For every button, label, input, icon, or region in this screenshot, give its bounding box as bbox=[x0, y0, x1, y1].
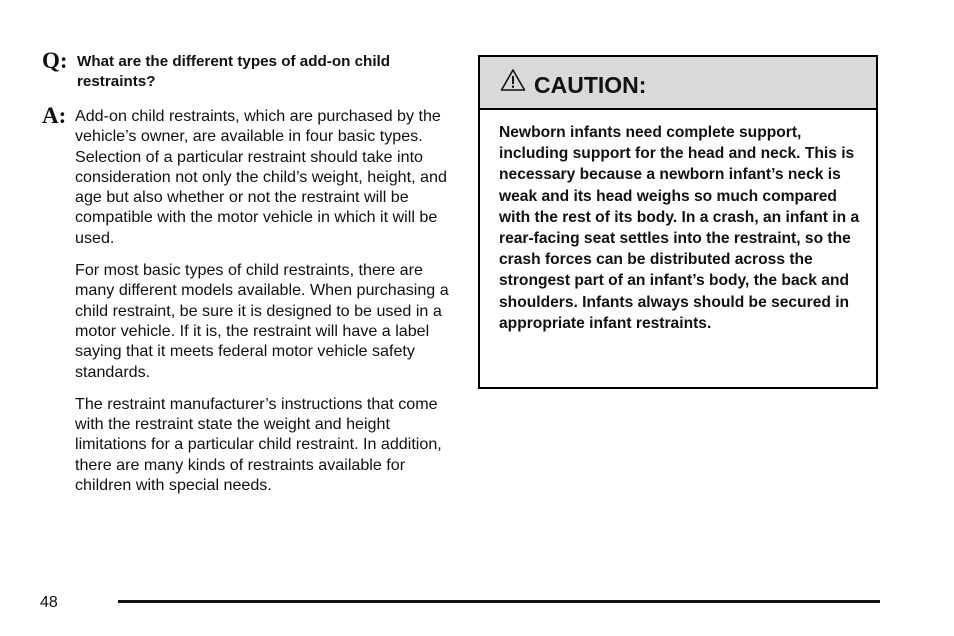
caution-text: Newborn infants need complete support, including support for the head and neck. This is necessary because a newborn infant’s neck is weak and its head weighs so much compared with the rest of its body. In a crash, an infant in a rear-facing seat settles into the restraint, so the crash forces can be distributed across the strongest part of an infant’s body, the back and shoulders. Infants always should be secured in appropriate infant restraints. bbox=[499, 124, 860, 332]
warning-triangle-icon bbox=[500, 68, 526, 92]
caution-title: CAUTION: bbox=[534, 71, 647, 98]
page-number: 48 bbox=[40, 594, 58, 611]
answer-paragraph-1: Add-on child restraints, which are purchased by the vehicle’s owner, are available in four basic types. Selection of a particular restraint should take into consideration not only the child’s weight, height, and age but also whether or not the restraint will be compatible with the motor vehicle in which it will be used. bbox=[75, 107, 447, 247]
question-block bbox=[40, 48, 450, 92]
answer-paragraph-2: For most basic types of child restraints, there are many different models available. When purchasing a child restraint, be sure it is designed to be used in a motor vehicle. If it is, the restraint will have a label saying that it meets federal motor vehicle safety standards. bbox=[75, 261, 449, 381]
answer-block bbox=[40, 103, 450, 495]
footer-rule bbox=[118, 600, 880, 603]
answer-paragraph-3: The restraint manufacturer’s instructions that come with the restraint state the weight and height limitations for a particular child restraint. In addition, there are many kinds of restraints available for children with special needs. bbox=[75, 394, 442, 495]
question-text: What are the different types of add-on child restraints? bbox=[77, 53, 391, 90]
answer-marker: A: bbox=[42, 103, 67, 128]
caution-box bbox=[478, 55, 878, 389]
question-marker: Q: bbox=[42, 48, 68, 73]
caution-header bbox=[480, 57, 876, 110]
qa-column bbox=[40, 48, 450, 507]
